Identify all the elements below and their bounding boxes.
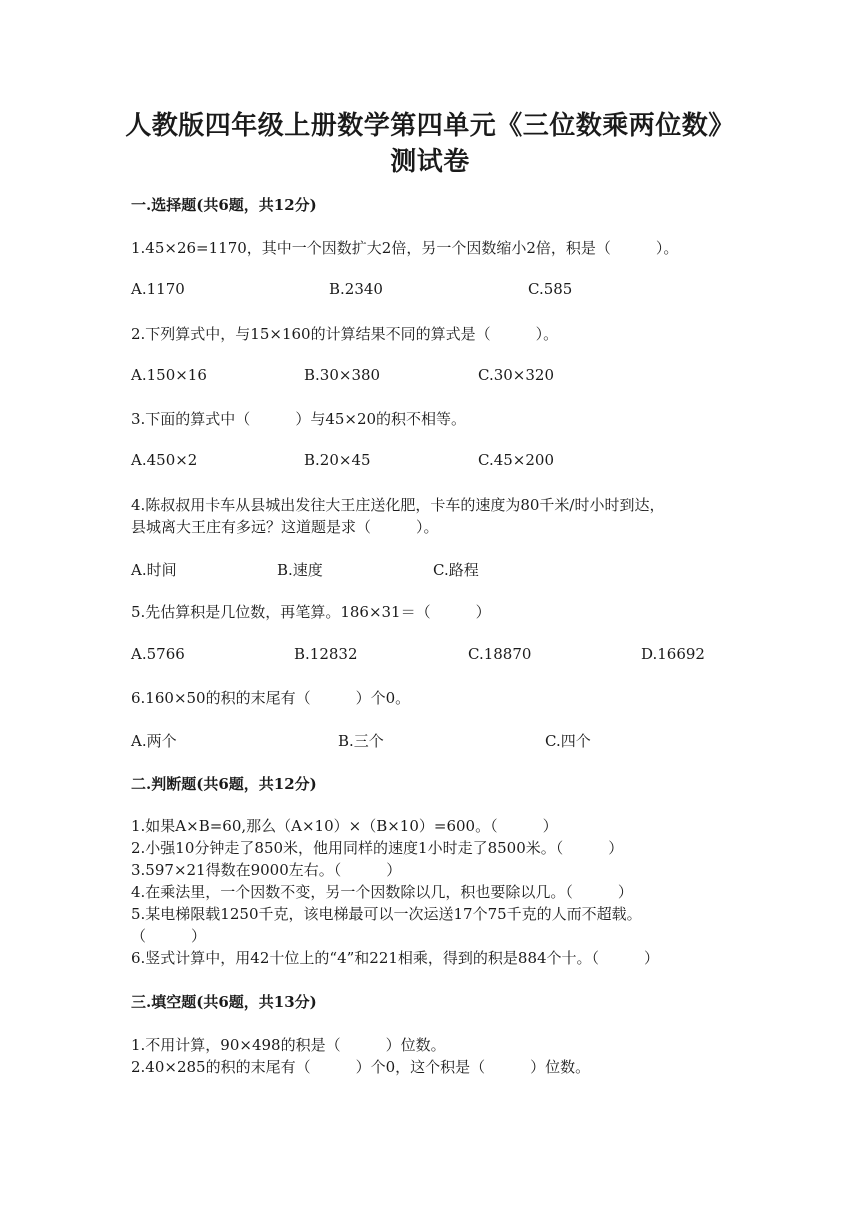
option: A.两个	[131, 732, 177, 750]
page-title-line2: 测试卷	[390, 147, 470, 177]
option: A.1170	[131, 280, 185, 298]
question-stem: 1.45×26=1170，其中一个因数扩大2倍，另一个因数缩小2倍，积是（ ）。	[131, 239, 679, 257]
question-stem: 3.下面的算式中（ ）与45×20的积不相等。	[131, 410, 467, 428]
option: B.2340	[329, 280, 383, 298]
question-stem: 5.先估算积是几位数，再笔算。186×31＝（ ）	[131, 603, 491, 621]
option: C.四个	[545, 732, 591, 750]
option: A.时间	[131, 561, 177, 579]
question-stem: 6.160×50的积的末尾有（ ）个0。	[131, 689, 411, 707]
option: B.30×380	[304, 366, 381, 384]
judge-item: 4.在乘法里，一个因数不变，另一个因数除以几，积也要除以几。（ ）	[131, 883, 633, 901]
question-stem: 4.陈叔叔用卡车从县城出发往大王庄送化肥，卡车的速度为80千米/时小时到达，	[131, 496, 665, 514]
option: A.5766	[131, 645, 185, 663]
judge-item: 6.竖式计算中，用42十位上的“4”和221相乘，得到的积是884个十。（ ）	[131, 949, 660, 967]
option: C.45×200	[478, 451, 554, 469]
question-stem-cont: 县城离大王庄有多远？这道题是求（ ）。	[131, 518, 439, 536]
judge-item: 3.597×21得数在9000左右。（ ）	[131, 861, 402, 879]
option: A.450×2	[131, 451, 198, 469]
option: A.150×16	[131, 366, 207, 384]
page-title: 人教版四年级上册数学第四单元《三位数乘两位数》	[125, 111, 735, 141]
question-stem: 2.下列算式中，与15×160的计算结果不同的算式是（ ）。	[131, 325, 559, 343]
section-heading: 三.填空题(共6题，共13分)	[131, 993, 317, 1011]
judge-item: 5.某电梯限载1250千克，该电梯最可以一次运送17个75千克的人而不超载。	[131, 905, 642, 923]
option: B.12832	[294, 645, 358, 663]
judge-item: 2.小强10分钟走了850米，他用同样的速度1小时走了8500米。（ ）	[131, 839, 624, 857]
section-heading: 一.选择题(共6题，共12分)	[131, 196, 317, 214]
option: C.18870	[468, 645, 532, 663]
option: C.585	[528, 280, 573, 298]
option: B.速度	[277, 561, 323, 579]
fill-item: 2.40×285的积的末尾有（ ）个0，这个积是（ ）位数。	[131, 1058, 591, 1076]
fill-item: 1.不用计算，90×498的积是（ ）位数。	[131, 1036, 446, 1054]
judge-item: 1.如果A×B=60,那么（A×10）×（B×10）=600。（ ）	[131, 817, 558, 835]
section-heading: 二.判断题(共6题，共12分)	[131, 775, 317, 793]
option: C.30×320	[478, 366, 554, 384]
option: B.三个	[338, 732, 384, 750]
option: D.16692	[641, 645, 705, 663]
judge-item-cont: （ ）	[131, 927, 207, 945]
option: C.路程	[433, 561, 479, 579]
option: B.20×45	[304, 451, 371, 469]
